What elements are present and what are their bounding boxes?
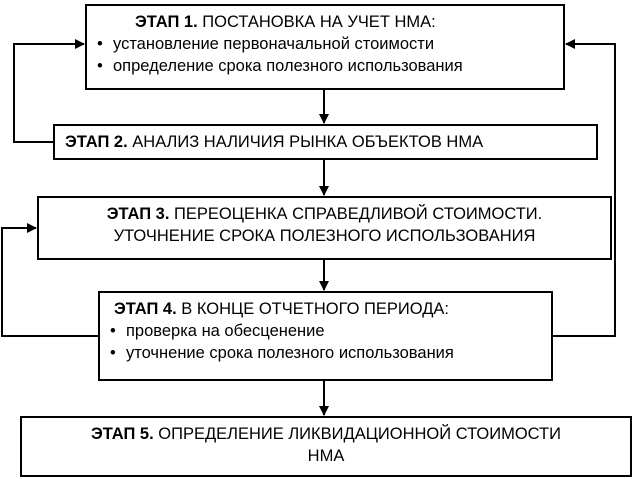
stage-4-title: ЭТАП 4. В КОНЦЕ ОТЧЕТНОГО ПЕРИОДА: [114,300,449,318]
stage-3-title: ЭТАП 3. ПЕРЕОЦЕНКА СПРАВЕДЛИВОЙ СТОИМОСТИ. [106,205,543,223]
stage-3-box [37,196,612,260]
stage-1-bullet-1: • установление первоначальной стоимости [97,35,435,53]
stage-1-title: ЭТАП 1. ПОСТАНОВКА НА УЧЕТ НМА: [135,13,436,31]
stage-4-bullet-1: • проверка на обесценение [110,322,325,340]
stage-5-box [20,416,632,477]
stage-1-bullet-2: • определение срока полезного использования [97,57,463,75]
stage-5-line-2: НМА [307,447,345,465]
stage-3-line-2: УТОЧНЕНИЕ СРОКА ПОЛЕЗНОГО ИСПОЛЬЗОВАНИЯ [113,227,536,245]
stage-5-title: ЭТАП 5. ОПРЕДЕЛЕНИЕ ЛИКВИДАЦИОННОЙ СТОИМОСТИ [91,425,561,443]
stage-2-title: ЭТАП 2. АНАЛИЗ НАЛИЧИЯ РЫНКА ОБЪЕКТОВ НМА [65,133,484,151]
stage-4-box [98,291,553,381]
stage-4-bullet-2: • уточнение срока полезного использования [110,344,454,362]
stage-2-box [53,124,598,160]
stage-1-box [85,4,565,90]
